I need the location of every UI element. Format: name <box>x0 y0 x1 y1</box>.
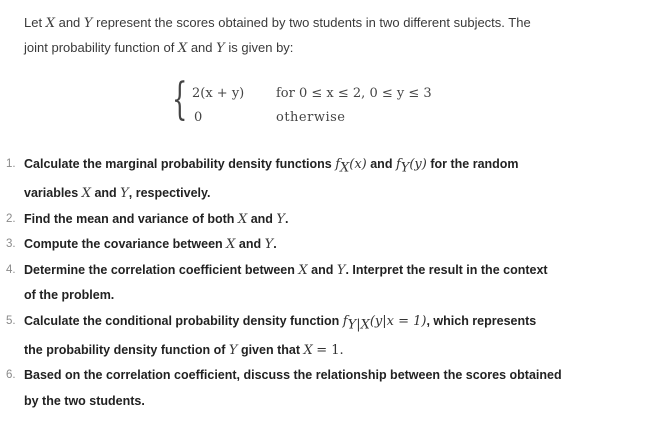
question-number: 5. <box>6 314 16 327</box>
question-text: by the two students. <box>24 393 145 408</box>
question-text: Calculate the conditional probability density function <box>24 313 340 328</box>
question-text: variables <box>24 186 79 200</box>
question-text: . <box>285 211 289 226</box>
question-4 <box>0 258 639 309</box>
intro-text: represent the scores obtained by two students in two different subjects. The <box>96 15 531 30</box>
math-subscript: Y|X <box>347 317 370 332</box>
question-text: Determine the correlation coefficient between <box>24 262 295 277</box>
question-number: 6. <box>6 369 16 381</box>
math-subscript: X <box>340 160 350 176</box>
question-6 <box>0 363 639 414</box>
math-equals: = 1. <box>316 342 344 358</box>
question-3 <box>0 232 639 258</box>
question-list <box>0 152 657 414</box>
question-text: and <box>238 237 262 251</box>
math-subscript: Y <box>400 160 410 176</box>
variable-y: Y <box>120 186 129 201</box>
variable-x: X <box>226 237 236 252</box>
question-text: , respectively. <box>128 186 211 200</box>
question-text: . <box>273 237 277 251</box>
variable-x: X <box>177 41 188 56</box>
question-number: 4. <box>6 263 16 276</box>
math-arg: (y|x = 1) <box>369 313 427 329</box>
intro-text: is given by: <box>228 40 294 55</box>
variable-x: X <box>237 211 248 227</box>
intro-line-2 <box>24 36 634 61</box>
question-number: 1. <box>6 158 16 170</box>
problem-intro <box>24 11 634 61</box>
question-text: and <box>370 157 393 171</box>
math-f: f <box>395 157 401 172</box>
question-number: 2. <box>6 212 16 225</box>
question-2 <box>0 207 639 233</box>
question-text: and <box>94 186 117 200</box>
math-f: f <box>335 157 340 172</box>
question-number: 3. <box>6 238 16 250</box>
joint-pdf-definition <box>172 74 472 132</box>
question-text: for the random <box>430 157 519 171</box>
intro-text: and <box>190 40 213 55</box>
variable-y: Y <box>276 211 285 227</box>
variable-y: Y <box>336 262 346 278</box>
left-brace-icon: { <box>172 74 188 125</box>
variable-y: Y <box>228 342 238 358</box>
question-text: , which represents <box>426 313 537 328</box>
question-text: the probability density function of <box>24 342 226 357</box>
pdf-case-1-condition: for 0 ≤ x ≤ 2, 0 ≤ y ≤ 3 <box>276 86 432 101</box>
variable-y: Y <box>216 41 225 56</box>
question-1 <box>0 152 639 207</box>
pdf-case-2-condition: otherwise <box>276 110 346 125</box>
intro-text: and <box>58 15 81 30</box>
intro-text: Let <box>24 15 43 30</box>
variable-x: X <box>303 342 313 358</box>
question-text: Calculate the marginal probability density functions <box>24 157 332 171</box>
question-text: Compute the covariance between <box>24 237 223 251</box>
variable-x: X <box>81 186 91 201</box>
variable-x: X <box>45 16 55 31</box>
variable-y: Y <box>264 237 274 252</box>
question-text: and <box>250 211 273 226</box>
question-text: given that <box>240 342 300 357</box>
intro-line-1 <box>24 11 634 36</box>
math-f: f <box>342 313 348 329</box>
question-5 <box>0 309 639 364</box>
question-text: of the problem. <box>24 288 115 302</box>
pdf-case-1-expression: 2(x + y) <box>192 86 245 101</box>
intro-text: joint probability function of <box>24 40 175 55</box>
math-arg: (x) <box>349 157 367 172</box>
math-arg: (y) <box>409 157 427 172</box>
pdf-case-2-expression: 0 <box>194 110 203 125</box>
question-text: Based on the correlation coefficient, discuss the relationship between the scores obtained <box>24 368 562 382</box>
question-text: and <box>311 262 334 277</box>
variable-x: X <box>298 262 308 278</box>
variable-y: Y <box>83 16 93 31</box>
question-text: . Interpret the result in the context <box>345 262 548 277</box>
question-text: Find the mean and variance of both <box>24 211 235 226</box>
